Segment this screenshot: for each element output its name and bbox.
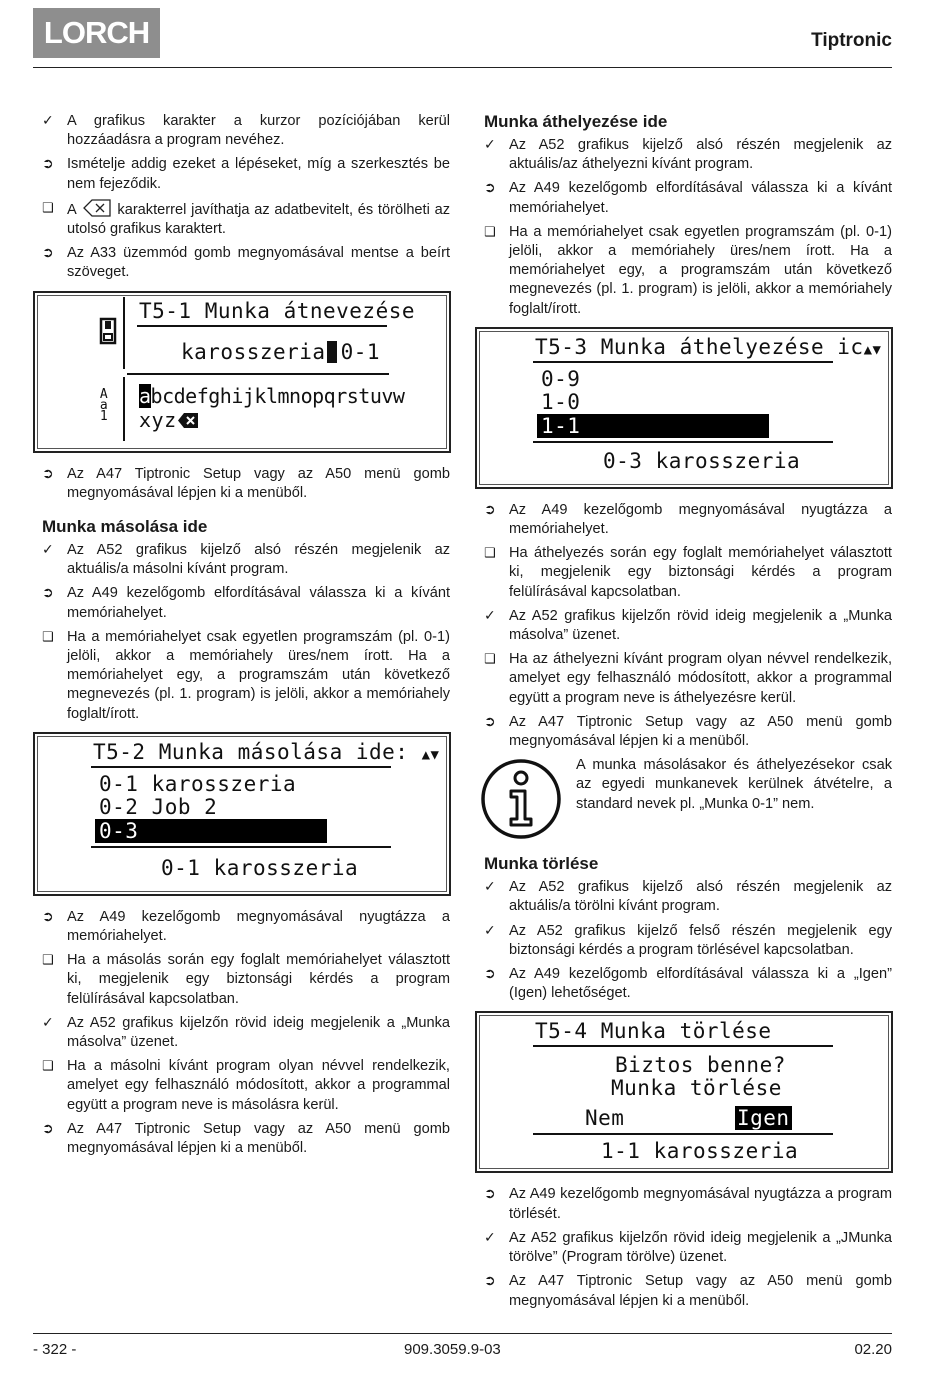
info-text: A munka másolásakor és áthelyezésekor csak az egyedi munkanevek kerülnek átvételre, a standard nevek pl. „Munka 0-1” nem.: [576, 757, 892, 812]
lcd-question: Munka törlése: [611, 1076, 782, 1101]
arrow-icon: ➲: [42, 465, 54, 482]
list-item: [42, 951, 450, 1009]
item-text: Az A49 kezelőgomb megnyomásával nyugtázza a memóriahelyet.: [67, 908, 450, 945]
list-item: [484, 1185, 892, 1223]
item-text: A: [67, 201, 76, 218]
charset-indicator: A a 1: [99, 386, 109, 424]
lcd-screen-delete: [475, 1011, 893, 1173]
arrow-icon: ➲: [42, 585, 54, 602]
backspace-icon: [177, 412, 199, 429]
lcd-row: 0-9: [541, 366, 581, 391]
checkbox-icon: ❑: [42, 953, 54, 969]
list-item: [484, 607, 892, 645]
list-item: [42, 628, 450, 724]
item-text: Az A47 Tiptronic Setup vagy az A50 menü gomb megnyomásával lépjen ki a menüből.: [509, 1273, 892, 1309]
item-text: Az A52 grafikus kijelzőn rövid ideig megjelenik a „Munka másolva” üzenet.: [509, 607, 892, 644]
footer-divider: [33, 1333, 892, 1334]
scroll-arrows-icon: ▲▼: [863, 341, 882, 358]
lcd-screen-move: [475, 327, 893, 489]
lcd-divider: [533, 1045, 833, 1047]
right-column: [484, 112, 892, 1316]
item-text: Az A52 grafikus kijelzőn rövid ideig megjelenik a „Munka másolva” üzenet.: [67, 1014, 450, 1051]
lorch-logo: LORCH: [33, 8, 160, 58]
list-item: [484, 501, 892, 539]
backspace-icon: [83, 199, 111, 217]
item-text: Az A49 kezelőgomb megnyomásával nyugtázza a program törlését.: [509, 1186, 892, 1222]
char-row: bcdefghijklmnopqrstuvw: [150, 383, 405, 408]
item-text: Az A47 Tiptronic Setup vagy az A50 menü gomb megnyomásával lépjen ki a menüből.: [509, 713, 892, 750]
item-text: Az A52 grafikus kijelző felső részén megjelenik egy biztonsági kérdés a program törlésével kapcsolatban.: [509, 922, 892, 958]
lcd-screen-copy: [33, 732, 451, 896]
item-text: Ha a memóriahelyet csak egyetlen programszám (pl. 0-1) jelöli, akkor a memóriahely üres/nem írott. Ha a memóriahelyet egy, a programszám után következő megnevezés (pl. 1. program) is jelöli, akkor a memóriahely foglalt/írott.: [67, 628, 450, 722]
list-item: [42, 1014, 450, 1052]
list-item: [42, 155, 450, 193]
checkbox-icon: ❑: [484, 652, 496, 668]
lcd-row-selected: 0-3: [95, 819, 327, 843]
item-text: karakterrel javíthatja az adatbevitelt, és törölheti az utolsó grafikus karaktert.: [67, 201, 450, 238]
check-icon: ✓: [484, 607, 496, 624]
lcd-title-text: T5-3 Munka áthelyezése ic: [535, 334, 864, 359]
lcd-footer: 0-1 karosszeria: [161, 855, 359, 880]
lcd-title: T5-1 Munka átnevezése: [139, 298, 416, 323]
lcd-title: T5-4 Munka törlése: [535, 1019, 772, 1044]
left-column: [42, 112, 450, 1163]
arrow-icon: ➲: [42, 245, 54, 262]
lcd-name: [181, 340, 380, 364]
item-text: Ha a másolás során egy foglalt memóriahelyet választott ki, megjelenik egy biztonsági kérdés a program felülírásával kapcsolatban.: [67, 952, 450, 1007]
item-text: Az A49 kezelőgomb megnyomásával nyugtázza a memóriahelyet.: [509, 501, 892, 538]
lcd-row-selected: 1-1: [537, 414, 769, 438]
lcd-footer: 0-3 karosszeria: [603, 448, 801, 473]
cursor: [327, 341, 337, 363]
item-text: Az A52 grafikus kijelző alsó részén megjelenik az aktuális/a másolni kívánt program.: [67, 542, 450, 578]
list-item: [484, 1272, 892, 1310]
lcd-row: 1-0: [541, 389, 581, 414]
name-number: 0-1: [340, 339, 381, 364]
name-text: karosszeria: [181, 339, 326, 364]
item-text: Az A49 kezelőgomb elfordításával válassza ki a kívánt memóriahelyet.: [509, 180, 892, 216]
list-item: [42, 244, 450, 282]
arrow-icon: ➲: [42, 156, 54, 173]
arrow-icon: ➲: [42, 908, 54, 925]
list-item: [42, 465, 450, 503]
heading-delete: Munka törlése: [484, 854, 599, 874]
selected-char: a: [139, 383, 151, 408]
list-item: [484, 878, 892, 916]
checkbox-icon: ❑: [484, 546, 496, 562]
list-item: [42, 112, 450, 150]
item-text: Az A47 Tiptronic Setup vagy az A50 menü gomb megnyomásával lépjen ki a menüből.: [67, 465, 450, 501]
option-yes-selected: Igen: [737, 1106, 790, 1131]
lcd-row: 0-2 Job 2: [99, 794, 218, 819]
heading-move: Munka áthelyezése ide: [484, 112, 668, 131]
heading-copy: Munka másolása ide: [42, 517, 208, 537]
list-item: [42, 584, 450, 622]
check-icon: ✓: [484, 137, 496, 153]
list-item: [484, 136, 892, 174]
lcd-divider: [533, 361, 833, 363]
list-item: [484, 179, 892, 217]
option-no: Nem: [585, 1106, 625, 1131]
check-icon: ✓: [484, 922, 496, 939]
info-icon: [480, 758, 562, 840]
list-item: [484, 965, 892, 1003]
lcd-title: [93, 740, 439, 764]
check-icon: ✓: [42, 1014, 54, 1031]
section-title: Tiptronic: [811, 30, 892, 51]
info-note: [484, 756, 892, 840]
list-item: [484, 650, 892, 708]
list-item: [484, 223, 892, 319]
item-text: Ismételje addig ezeket a lépéseket, míg a szerkesztés be nem fejeződik.: [67, 156, 450, 192]
lcd-divider: [533, 1133, 833, 1135]
lcd-divider: [91, 766, 391, 768]
arrow-icon: ➲: [484, 180, 496, 197]
scroll-arrows-icon: ▲▼: [421, 746, 440, 763]
arrow-icon: ➲: [484, 966, 496, 983]
lcd-row: 0-1 karosszeria: [99, 771, 297, 796]
lcd-divider: [123, 377, 125, 441]
page-number: - 322 -: [33, 1341, 77, 1358]
item-text: Ha az áthelyezni kívánt program olyan névvel rendelkezik, amelyet egy felhasználó módosított, akkor a programmal együtt a program neve is áthelyezésre kerül.: [509, 651, 892, 706]
checkbox-icon: ❑: [42, 629, 54, 645]
item-text: Az A52 grafikus kijelző alsó részén megjelenik az aktuális/a törölni kívánt program.: [509, 879, 892, 915]
checkbox-icon: ❑: [42, 1059, 54, 1075]
list-item: [42, 541, 450, 579]
arrow-icon: ➲: [484, 1273, 496, 1290]
checkbox-icon: ❑: [484, 224, 496, 240]
item-text: Az A33 üzemmód gomb megnyomásával mentse a beírt szöveget.: [67, 245, 450, 281]
item-text: Az A52 grafikus kijelzőn rövid ideig megjelenik a „JMunka törölve” (Program törölve) üzenet.: [509, 1229, 892, 1266]
list-item: [484, 1229, 892, 1267]
lcd-divider: [91, 846, 391, 848]
checkbox-icon: ❑: [42, 200, 54, 216]
item-text: Ha a memóriahelyet csak egyetlen programszám (pl. 0-1) jelöli, akkor a memóriahely üres/nem írott. Ha a memóriahelyet egy, a programszám után következő megnevezés (pl. 1. program) is jelöli, akkor a memóriahely foglalt/írott.: [509, 223, 892, 317]
item-text: Az A52 grafikus kijelző alsó részén megjelenik az aktuális/az áthelyezni kívánt program.: [509, 137, 892, 173]
lcd-title: [535, 335, 881, 359]
arrow-icon: ➲: [42, 1120, 54, 1137]
check-icon: ✓: [42, 113, 54, 129]
check-icon: ✓: [42, 542, 54, 559]
arrow-icon: ➲: [484, 1186, 496, 1203]
char-selector: [139, 384, 404, 408]
arrow-icon: ➲: [484, 713, 496, 730]
list-item: [484, 544, 892, 602]
lcd-divider: [123, 297, 125, 369]
item-text: A grafikus karakter a kurzor pozíciójában kerül hozzáadásra a program nevéhez.: [67, 113, 450, 149]
item-text: Ha áthelyezés során egy foglalt memóriahelyet választott ki, megjelenik egy biztonsági kérdés a program felülírásával kapcsolatban.: [509, 545, 892, 600]
item-text: Ha a másolni kívánt program olyan névvel rendelkezik, amelyet egy felhasználó módosított, akkor a programmal együtt a program neve is másolásra kerül.: [67, 1058, 450, 1113]
lcd-title-text: T5-2 Munka másolása ide:: [93, 739, 409, 764]
check-icon: ✓: [484, 879, 496, 896]
check-icon: ✓: [484, 1229, 496, 1246]
list-item: [484, 713, 892, 751]
arrow-icon: ➲: [484, 501, 496, 518]
item-text: Az A49 kezelőgomb elfordításával válassza ki a „Igen” (Igen) lehetőséget.: [509, 966, 892, 1002]
lcd-screen-rename: [33, 291, 451, 453]
save-icon: [99, 317, 117, 345]
list-item: [42, 1120, 450, 1158]
lcd-question: Biztos benne?: [615, 1053, 786, 1078]
header-divider: [33, 67, 892, 68]
list-item: [42, 199, 450, 239]
list-item: [42, 908, 450, 946]
lcd-divider: [127, 373, 389, 375]
list-item: [484, 922, 892, 960]
list-item: [42, 1057, 450, 1115]
lcd-divider: [533, 441, 833, 443]
lcd-footer: 1-1 karosszeria: [601, 1139, 799, 1164]
char-selector-row2: [139, 408, 199, 432]
lcd-divider: [137, 325, 387, 327]
item-text: Az A49 kezelőgomb elfordításával válassza ki a kívánt memóriahelyet.: [67, 585, 450, 621]
char-row: xyz: [139, 407, 177, 432]
document-date: 02.20: [854, 1341, 892, 1358]
item-text: Az A47 Tiptronic Setup vagy az A50 menü gomb megnyomásával lépjen ki a menüből.: [67, 1120, 450, 1157]
document-number: 909.3059.9-03: [404, 1341, 501, 1358]
